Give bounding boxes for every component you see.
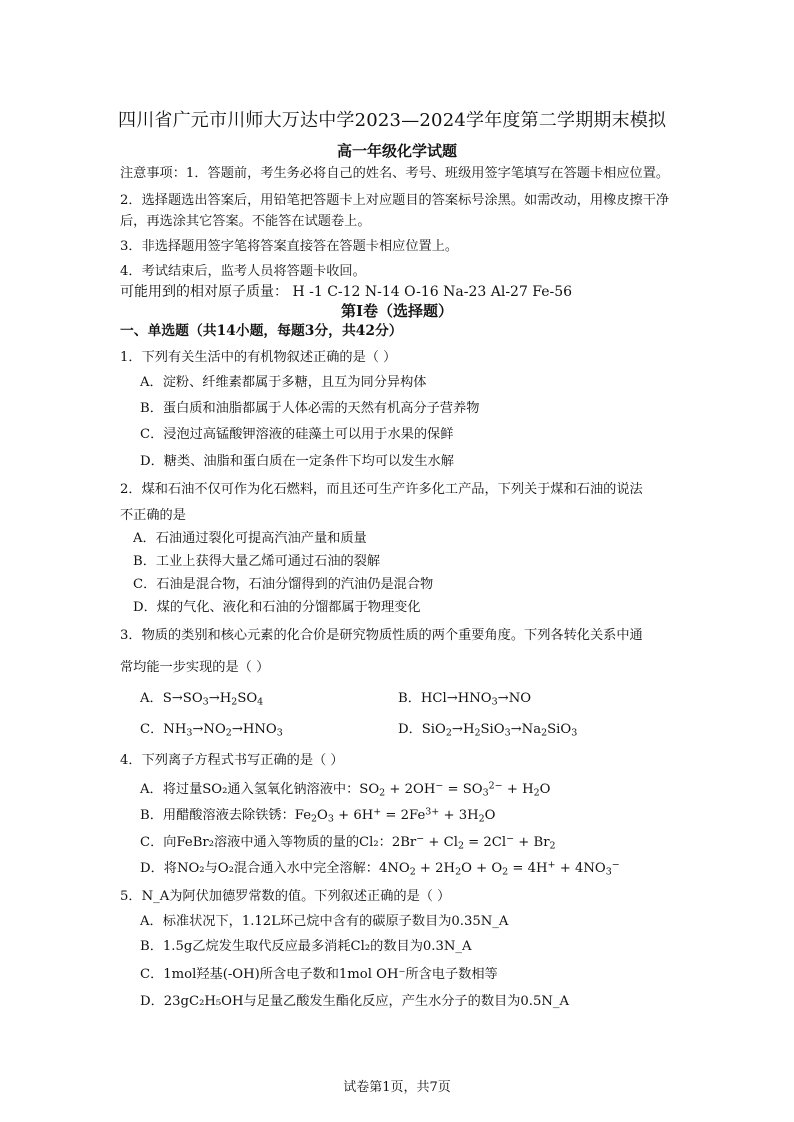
- q3-stem-line-2: 常均能一步实现的是（ ）: [120, 660, 270, 675]
- q3-option-c-label: C．: [140, 722, 164, 737]
- q2-stem-line-1: 2．煤和石油不仅可作为化石燃料，而且还可生产许多化工产品，下列关于煤和石油的说法: [120, 482, 643, 497]
- q5-option-d: D．23gC₂H₅OH与足量乙酸发生酯化反应，产生水分子的数目为0.5N_A: [140, 994, 570, 1009]
- q4-option-a-text: A．将过量SO₂通入氢氧化钠溶液中：: [140, 782, 360, 797]
- q2-option-b: B．工业上获得大量乙烯可通过石油的裂解: [133, 554, 381, 569]
- note-line-1: 注意事项：1．答题前，考生务必将自己的姓名、考号、班级用签字笔填写在答题卡相应位置。: [120, 166, 670, 181]
- q4-option-c: C．向FeBr₂溶液中通入等物质的量的Cl₂：$2Br^- + Cl_2 = 2Cl^- + Br_2$: [140, 833, 556, 852]
- q2-option-a: A．石油通过裂化可提高汽油产量和质量: [133, 531, 367, 546]
- q4-option-c-text: C．向FeBr₂溶液中通入等物质的量的Cl₂：: [140, 835, 392, 850]
- q1-option-d: D．糖类、油脂和蛋白质在一定条件下均可以发生水解: [140, 454, 454, 469]
- page-footer: 试卷第1页，共7页: [343, 1080, 451, 1095]
- page-subtitle: 高一年级化学试题: [336, 142, 457, 160]
- part-title: 第Ⅰ卷（选择题）: [340, 302, 454, 320]
- q2-option-c: C．石油是混合物，石油分馏得到的汽油仍是混合物: [133, 577, 434, 592]
- q4-option-d-text: D．将NO₂与O₂混合通入水中完全溶解：: [140, 861, 379, 876]
- note-line-4: 3．非选择题用签字笔将答案直接答在答题卡相应位置上。: [120, 239, 459, 254]
- q4-option-d: D．将NO₂与O₂混合通入水中完全溶解：$4NO_2 + 2H_2O + O_2 = 4H^+ + 4NO_3^-$: [140, 859, 620, 878]
- q1-stem: 1．下列有关生活中的有机物叙述正确的是（ ）: [120, 350, 397, 365]
- q3-option-b: B．$HCl\to HNO_3\to NO$: [398, 691, 532, 708]
- note-line-2: 2．选择题选出答案后，用铅笔把答题卡上对应题目的答案标号涂黑。如需改动，用橡皮擦干净: [120, 193, 670, 208]
- q4-option-b: B．用醋酸溶液去除铁锈：$Fe_2O_3 + 6H^+ = 2Fe^{3+} + 3H_2O$: [140, 806, 496, 825]
- q3-option-c: C．$NH_3\to NO_2\to HNO_3$: [140, 722, 283, 739]
- q1-option-b: B．蛋白质和油脂都属于人体必需的天然有机高分子营养物: [140, 401, 480, 416]
- q2-option-d: D．煤的气化、液化和石油的分馏都属于物理变化: [133, 600, 421, 615]
- note-line-5: 4．考试结束后，监考人员将答题卡收回。: [120, 264, 366, 279]
- q3-option-a: A．$S\to SO_3\to H_2SO_4$: [140, 691, 264, 708]
- page-title: 四川省广元市川师大万达中学2023—2024学年度第二学期期末模拟: [118, 110, 667, 131]
- q5-option-b: B．1.5g乙烷发生取代反应最多消耗Cl₂的数目为0.3N_A: [140, 939, 472, 954]
- q5-option-a: A．标准状况下，1.12L环己烷中含有的碳原子数目为0.35N_A: [140, 914, 509, 929]
- q3-option-d: D．$SiO_2\to H_2SiO_3\to Na_2SiO_3$: [398, 722, 578, 739]
- q4-stem: 4．下列离子方程式书写正确的是（ ）: [120, 753, 344, 768]
- q3-option-b-label: B．: [398, 691, 421, 706]
- note-line-3: 后，再选涂其它答案。不能答在试题卷上。: [120, 214, 371, 229]
- q2-stem-line-2: 不正确的是: [120, 508, 186, 523]
- q5-option-c: C．1mol羟基(-OH)所含电子数和1mol OH⁻所含电子数相等: [140, 967, 498, 982]
- q3-stem-line-1: 3．物质的类别和核心元素的化合价是研究物质性质的两个重要角度。下列各转化关系中通: [120, 628, 643, 643]
- q4-option-a: A．将过量SO₂通入氢氧化钠溶液中：$SO_2 + 2OH^- = SO_3^{2-} + H_2O$: [140, 780, 551, 799]
- atomic-masses: 可能用到的相对原子质量： H -1 C-12 N-14 O-16 Na-23 Al-27 Fe-56: [120, 284, 573, 300]
- section-heading: 一、单选题（共14小题，每题3分，共42分）: [120, 323, 403, 339]
- q1-option-a: A．淀粉、纤维素都属于多糖，且互为同分异构体: [140, 375, 427, 390]
- q3-option-d-label: D．: [398, 722, 422, 737]
- q5-stem: 5．N_A为阿伏加德罗常数的值。下列叙述正确的是（ ）: [120, 889, 451, 904]
- q3-option-a-label: A．: [140, 691, 163, 706]
- q4-option-b-text: B．用醋酸溶液去除铁锈：: [140, 808, 295, 823]
- q1-option-c: C．浸泡过高锰酸钾溶液的硅藻土可以用于水果的保鲜: [140, 427, 454, 442]
